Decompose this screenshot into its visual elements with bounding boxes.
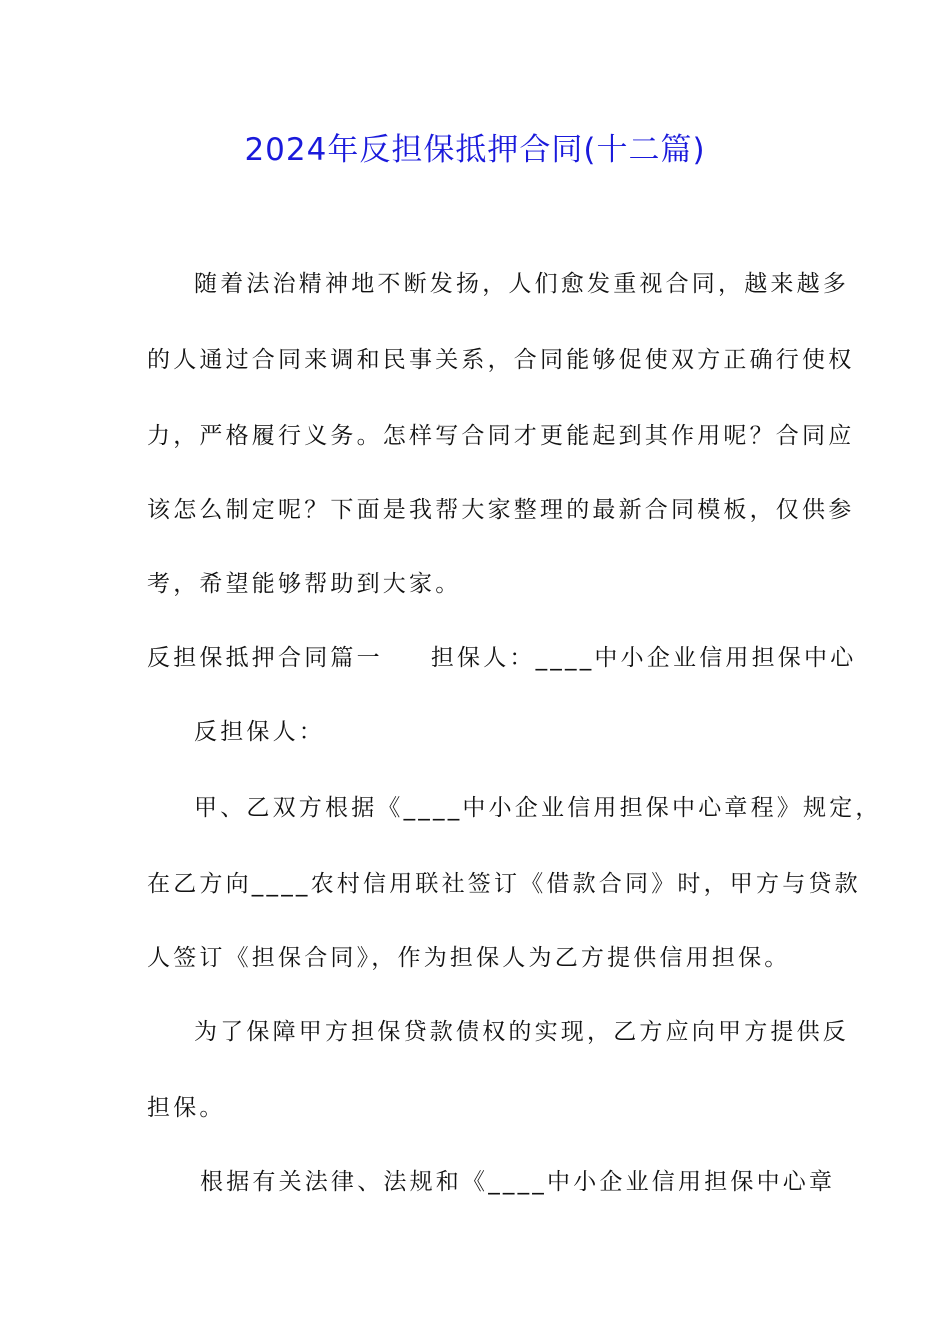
paragraph-line: 甲、乙双方根据《____中小企业信用担保中心章程》规定，	[194, 795, 882, 821]
paragraph-line: 根据有关法律、法规和《____中小企业信用担保中心章	[200, 1169, 836, 1195]
paragraph-line: 担保。	[147, 1095, 226, 1121]
section-heading-line	[147, 640, 856, 676]
guarantor-line: 担保人：____中小企业信用担保中心	[430, 645, 857, 671]
paragraph-line: 随着法治精神地不断发扬，人们愈发重视合同，越来越多	[194, 271, 849, 297]
paragraph-line: 的人通过合同来调和民事关系，合同能够促使双方正确行使权	[147, 347, 855, 373]
paragraph-line: 考，希望能够帮助到大家。	[147, 571, 462, 597]
document-title: 2024年反担保抵押合同(十二篇)	[244, 132, 706, 168]
paragraph-line: 力，严格履行义务。怎样写合同才更能起到其作用呢？合同应	[147, 423, 855, 449]
counter-guarantor-line: 反担保人：	[194, 719, 325, 745]
paragraph-line: 该怎么制定呢？下面是我帮大家整理的最新合同模板，仅供参	[147, 497, 855, 523]
paragraph-line: 为了保障甲方担保贷款债权的实现，乙方应向甲方提供反	[194, 1019, 849, 1045]
paragraph-line: 在乙方向____农村信用联社签订《借款合同》时，甲方与贷款	[147, 871, 861, 897]
paragraph-line: 人签订《担保合同》，作为担保人为乙方提供信用担保。	[147, 945, 791, 971]
section-heading: 反担保抵押合同篇一	[147, 645, 383, 671]
